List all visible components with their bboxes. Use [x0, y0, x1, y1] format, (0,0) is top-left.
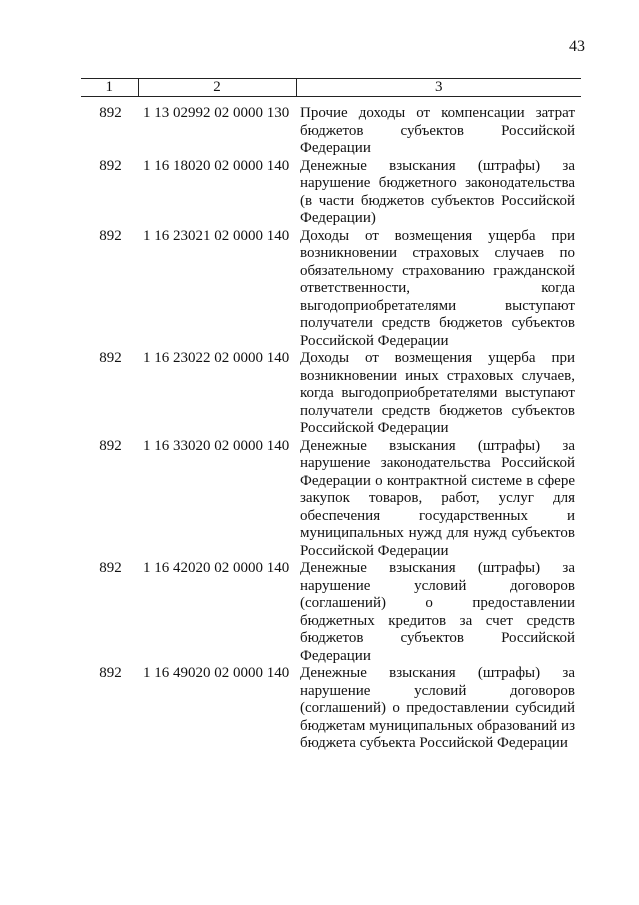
table-row: [81, 438, 581, 561]
description-cell: Доходы от возмещения ущерба при возникновении страховых случаев по обязательному страхованию гражданской ответственности, когда выгодоприобретателями выступают получатели средств бюджетов субъектов Российской Федерации: [300, 227, 575, 349]
description-cell: Денежные взыскания (штрафы) за нарушение бюджетного законодательства (в части бюджетов субъектов Российской Федерации): [300, 157, 575, 226]
table-row: [81, 105, 581, 158]
table-spacer: [81, 97, 581, 106]
table-row: [81, 228, 581, 351]
kbk-cell: 1 16 18020 02 0000 140: [143, 157, 290, 174]
table-header: [81, 79, 581, 97]
kbk-cell: 1 13 02992 02 0000 130: [143, 105, 290, 121]
kbk-cell: 1 16 42020 02 0000 140: [143, 560, 290, 576]
kbk-cell: 1 16 33020 02 0000 140: [143, 437, 290, 454]
admin-code-cell: 892: [99, 350, 122, 366]
kbk-cell: 1 16 49020 02 0000 140: [143, 665, 290, 681]
admin-code-cell: 892: [99, 105, 122, 121]
page-number: 43: [569, 38, 585, 55]
description-cell: Денежные взыскания (штрафы) за нарушение условий договоров (соглашений) о предоставлении бюджетных кредитов за счет средств бюджетов субъектов Российской Федерации: [300, 560, 575, 664]
table-row: [81, 350, 581, 438]
admin-code-cell: 892: [99, 227, 122, 244]
revenue-codes-table: [81, 78, 581, 753]
column-header-1: 1: [81, 79, 138, 97]
admin-code-cell: 892: [99, 437, 122, 454]
table-row: [81, 665, 581, 753]
header-row: [81, 79, 581, 97]
admin-code-cell: 892: [99, 560, 122, 576]
table-body: [81, 97, 581, 753]
description-cell: Прочие доходы от компенсации затрат бюджетов субъектов Российской Федерации: [300, 105, 575, 156]
column-header-2: 2: [138, 79, 296, 97]
admin-code-cell: 892: [99, 157, 122, 174]
kbk-cell: 1 16 23022 02 0000 140: [143, 350, 290, 366]
table-row: [81, 560, 581, 665]
column-header-3: 3: [296, 79, 581, 97]
admin-code-cell: 892: [99, 665, 122, 681]
table-row: [81, 158, 581, 228]
description-cell: Доходы от возмещения ущерба при возникновении иных страховых случаев, когда выгодоприобретателями выступают получатели средств бюджетов субъектов Российской Федерации: [300, 350, 575, 436]
description-cell: Денежные взыскания (штрафы) за нарушение условий договоров (соглашений) о предоставлении субсидий бюджетам муниципальных образований из бюджета субъекта Российской Федерации: [300, 665, 575, 751]
kbk-cell: 1 16 23021 02 0000 140: [143, 227, 290, 244]
description-cell: Денежные взыскания (штрафы) за нарушение законодательства Российской Федерации о контрактной системе в сфере закупок товаров, работ, услуг для обеспечения государственных и муниципальных нужд для нужд субъектов Российской Федерации: [300, 437, 575, 559]
